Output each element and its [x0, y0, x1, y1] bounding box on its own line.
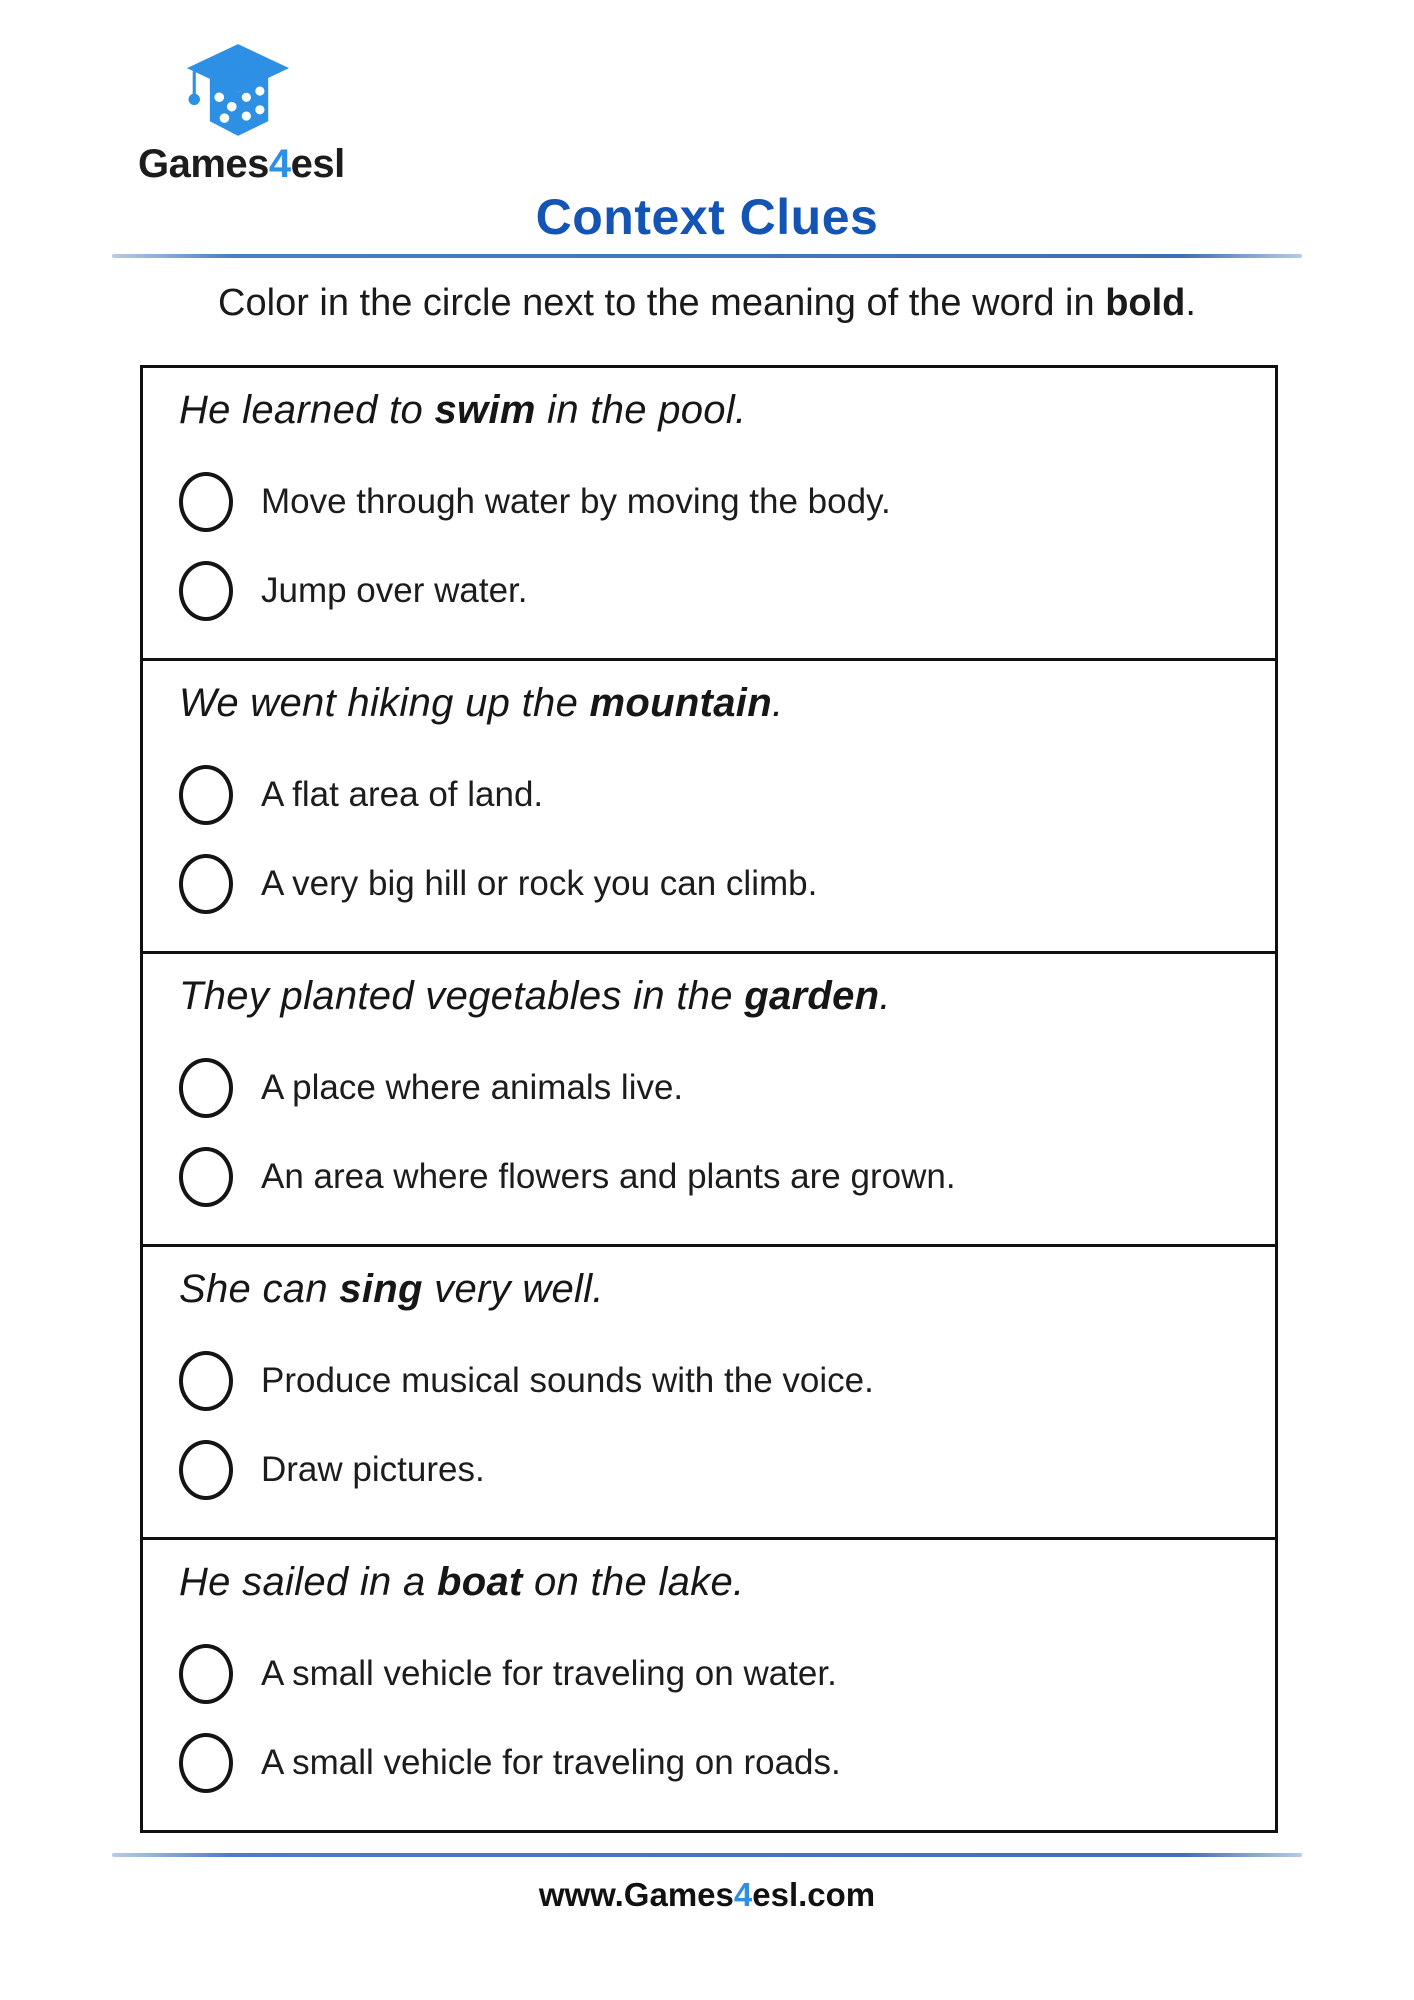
sentence-text-after: . [771, 681, 784, 725]
questions-table [140, 365, 1278, 1833]
answer-option[interactable] [179, 1425, 1255, 1514]
answer-option[interactable] [179, 839, 1255, 928]
answer-option-label: A small vehicle for traveling on roads. [261, 1742, 841, 1782]
answer-option[interactable] [179, 750, 1255, 839]
footer-url-suffix: esl.com [752, 1876, 876, 1913]
answer-circle[interactable] [179, 765, 233, 825]
question-row [143, 658, 1275, 951]
logo-wordmark [138, 142, 345, 187]
graduation-cap-dice-icon [178, 40, 298, 140]
answer-option-label: A small vehicle for traveling on water. [261, 1653, 837, 1693]
instruction-bold-word: bold [1105, 282, 1186, 324]
question-row [143, 368, 1275, 658]
logo-text-number: 4 [268, 142, 291, 186]
question-sentence [179, 388, 1255, 433]
sentence-text-after: . [879, 974, 891, 1018]
sentence-keyword: swim [434, 388, 536, 432]
instruction-prefix: Color in the circle next to the meaning of the word in [218, 282, 1106, 324]
answer-option[interactable] [179, 1336, 1255, 1425]
answer-option[interactable] [179, 1043, 1255, 1132]
answer-option-label: Move through water by moving the body. [261, 481, 891, 521]
answer-option-label: Jump over water. [261, 570, 528, 610]
sentence-text-before: She can [179, 1267, 340, 1311]
answer-circle[interactable] [179, 854, 233, 914]
answer-option[interactable] [179, 1718, 1255, 1807]
footer-url [0, 1876, 1414, 1914]
answer-circle[interactable] [179, 561, 233, 621]
sentence-keyword: mountain [589, 681, 772, 725]
answer-option-label: An area where flowers and plants are grown. [261, 1156, 956, 1196]
answer-circle[interactable] [179, 1440, 233, 1500]
answer-option-label: Produce musical sounds with the voice. [261, 1360, 874, 1400]
instruction-text [0, 282, 1414, 325]
answer-option-label: A place where animals live. [261, 1067, 684, 1107]
answer-option[interactable] [179, 546, 1255, 635]
answer-option-label: A flat area of land. [261, 774, 544, 814]
answer-circle[interactable] [179, 1644, 233, 1704]
sentence-keyword: sing [339, 1267, 423, 1311]
header-divider [112, 254, 1302, 258]
sentence-text-before: We went hiking up the [179, 681, 590, 725]
answer-circle[interactable] [179, 1147, 233, 1207]
answer-option[interactable] [179, 1132, 1255, 1221]
answer-circle[interactable] [179, 1351, 233, 1411]
question-sentence [179, 1267, 1255, 1312]
answer-circle[interactable] [179, 1733, 233, 1793]
sentence-text-after: very well. [422, 1267, 604, 1311]
sentence-text-after: on the lake. [522, 1560, 745, 1604]
footer-url-number: 4 [733, 1876, 753, 1913]
question-row [143, 951, 1275, 1244]
question-row [143, 1537, 1275, 1830]
question-sentence [179, 974, 1255, 1019]
footer-divider [112, 1853, 1302, 1857]
answer-option[interactable] [179, 457, 1255, 546]
answer-option-label: Draw pictures. [261, 1449, 485, 1489]
answer-circle[interactable] [179, 1058, 233, 1118]
footer-url-prefix: www.Games [538, 1876, 734, 1913]
games4esl-logo [138, 40, 345, 187]
sentence-text-before: He sailed in a [179, 1560, 437, 1604]
question-row [143, 1244, 1275, 1537]
sentence-text-after: in the pool. [535, 388, 747, 432]
answer-option[interactable] [179, 1629, 1255, 1718]
logo-text-prefix: Games [138, 142, 269, 186]
answer-option-label: A very big hill or rock you can climb. [261, 863, 818, 903]
sentence-text-before: They planted vegetables in the [179, 974, 745, 1018]
answer-circle[interactable] [179, 472, 233, 532]
question-sentence [179, 681, 1255, 726]
question-sentence [179, 1560, 1255, 1605]
instruction-suffix: . [1185, 282, 1196, 324]
sentence-text-before: He learned to [179, 388, 435, 432]
sentence-keyword: boat [436, 1560, 523, 1604]
page-title: Context Clues [535, 189, 879, 245]
sentence-keyword: garden [744, 974, 880, 1018]
logo-text-suffix: esl [290, 142, 345, 186]
